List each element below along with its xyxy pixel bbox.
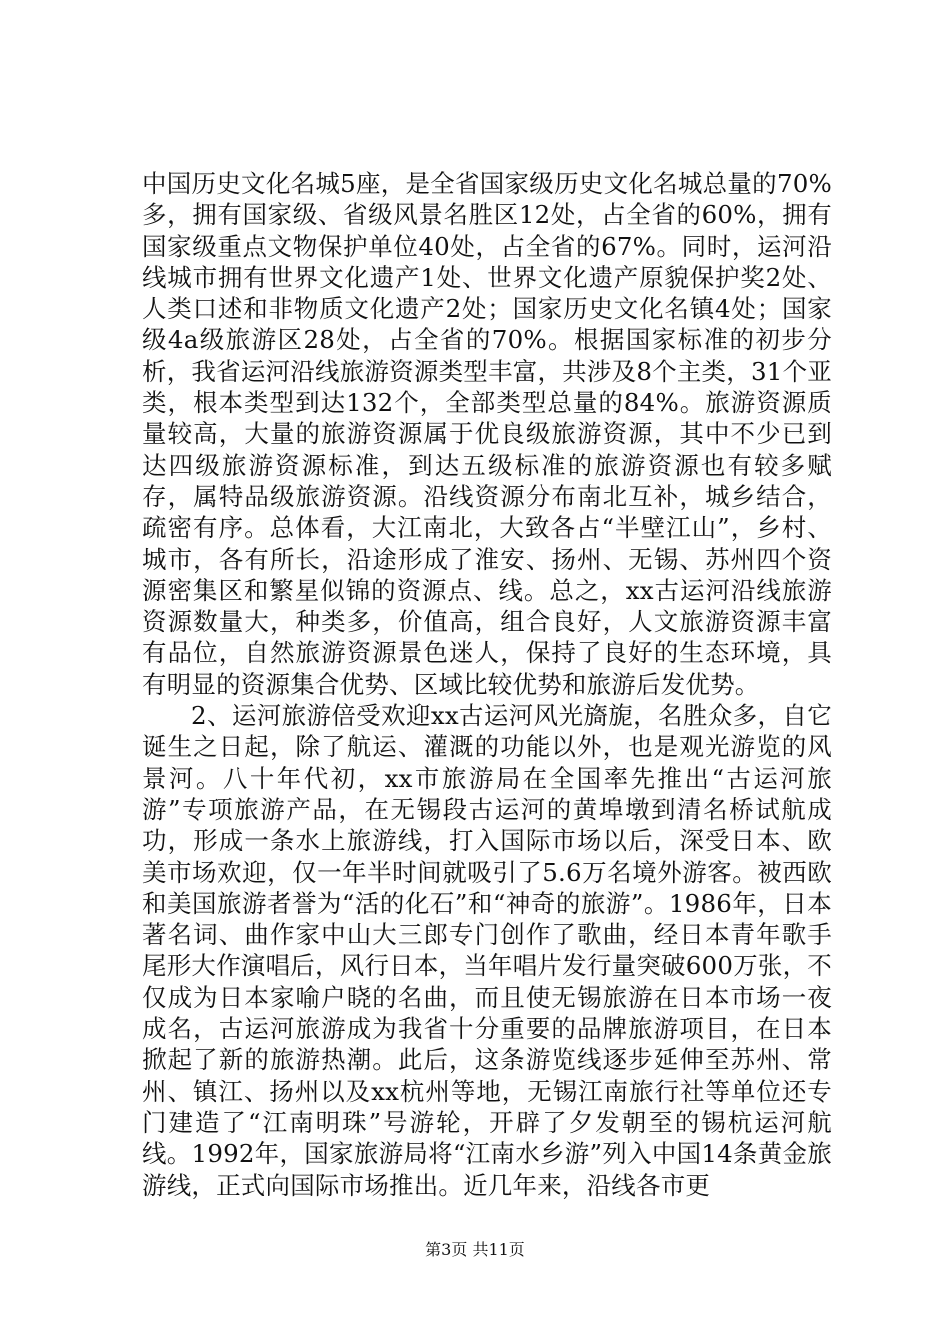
paragraph-canal-tourism: 2、运河旅游倍受欢迎xx古运河风光旖旎，名胜众多，自它诞生之日起，除了航运、灌溉的功能以外，也是观光游览的风景河。八十年代初，xx市旅游局在全国率先推出“古运河旅游”专项旅游产品，在无锡段古运河的黄埠墩到清名桥试航成功，形成一条水上旅游线，打入国际市场以后，深受日本、欧美市场欢迎，仅一年半时间就吸引了5.6万名境外游客。被西欧和美国旅游者誉为“活的化石”和“神奇的旅游”。1986年，日本著名词、曲作家中山大三郎专门创作了歌曲，经日本青年歌手尾形大作演唱后，风行日本，当年唱片发行量突破600万张，不仅成为日本家喻户晓的名曲，而且使无锡旅游在日本市场一夜成名，古运河旅游成为我省十分重要的品牌旅游项目，在日本掀起了新的旅游热潮。此后，这条游览线逐步延伸至苏州、常州、镇江、扬州以及xx杭州等地，无锡江南旅行社等单位还专门建造了“江南明珠”号游轮，开辟了夕发朝至的锡杭运河航线。1992年，国家旅游局将“江南水乡游”列入中国14条黄金旅游线，正式向国际市场推出。近几年来，沿线各市更 <box>142 701 832 1200</box>
page-footer: 第3页 共11页 <box>425 1240 525 1259</box>
document-body <box>142 168 832 1201</box>
paragraph-resources: 中国历史文化名城5座，是全省国家级历史文化名城总量的70%多，拥有国家级、省级风景名胜区12处，占全省的60%，拥有国家级重点文物保护单位40处，占全省的67%。同时，运河沿线城市拥有世界文化遗产1处、世界文化遗产原貌保护奖2处、人类口述和非物质文化遗产2处；国家历史文化名镇4处；国家级4a级旅游区28处，占全省的70%。根据国家标准的初步分析，我省运河沿线旅游资源类型丰富，共涉及8个主类，31个亚类，根本类型到达132个，全部类型总量的84%。旅游资源质量较高，大量的旅游资源属于优良级旅游资源，其中不少已到达四级旅游资源标准，到达五级标准的旅游资源也有较多赋存，属特品级旅游资源。沿线资源分布南北互补，城乡结合，疏密有序。总体看，大江南北，大致各占“半壁江山”，乡村、城市，各有所长，沿途形成了淮安、扬州、无锡、苏州四个资源密集区和繁星似锦的资源点、线。总之，xx古运河沿线旅游资源数量大，种类多，价值高，组合良好，人文旅游资源丰富有品位，自然旅游资源景色迷人，保持了良好的生态环境，具有明显的资源集合优势、区域比较优势和旅游后发优势。 <box>142 169 832 699</box>
